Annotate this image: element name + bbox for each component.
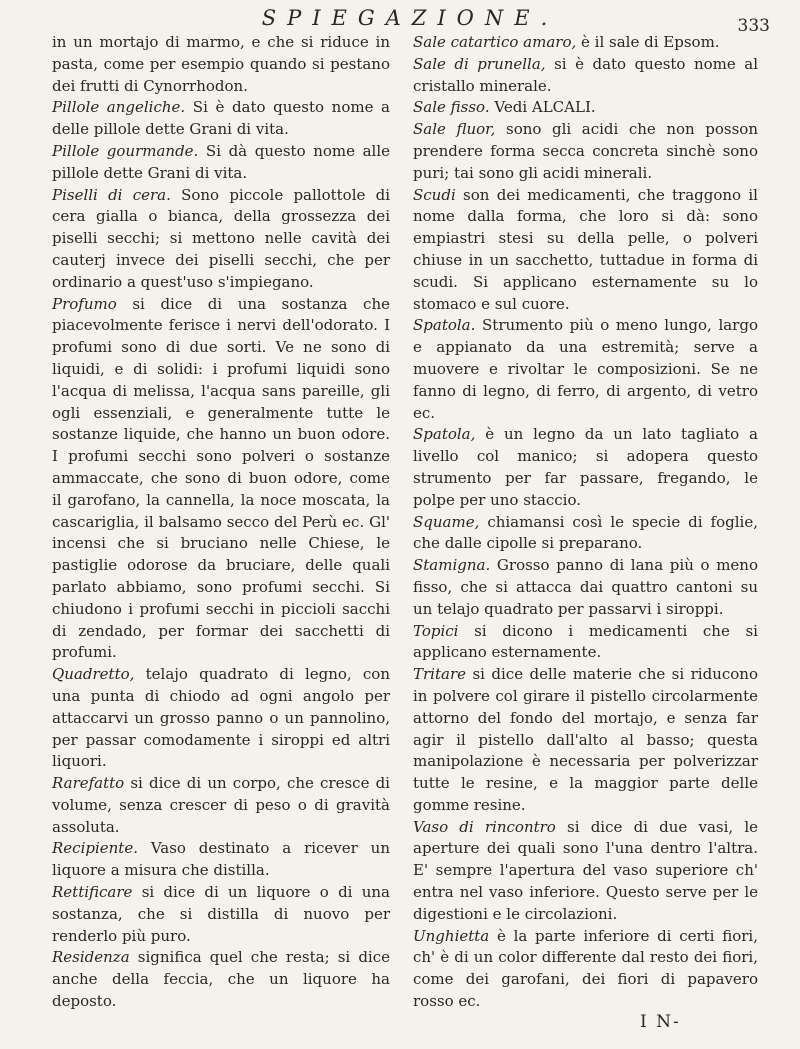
entry-term: Pillole angeliche.: [52, 98, 186, 117]
right-column: [413, 32, 758, 1013]
entry-definition: è la parte inferiore di certi fiori, ch' è di un color differente dal resto dei fiori, come dei garofani, dei fiori di papavero rosso ec.: [413, 926, 758, 1011]
entry-term: Piselli di cera.: [52, 185, 171, 204]
entry-term: Unghietta: [413, 926, 490, 945]
dictionary-entry: [413, 97, 758, 119]
entry-definition: significa quel che resta; si dice anche della feccia, che un liquore ha deposto.: [52, 948, 390, 1011]
entry-definition: è il sale di Epsom.: [581, 33, 720, 51]
dictionary-entry: [52, 294, 390, 665]
dictionary-entry: [52, 882, 390, 947]
dictionary-entry: [413, 512, 758, 556]
entry-definition: si dice di un liquore o di una sostanza, che si distilla di nuovo per renderlo più puro.: [52, 883, 390, 945]
entry-term: Sale di prunella,: [413, 54, 546, 73]
entry-definition: Strumento più o meno lungo, largo e appianato da una estremità; serve a muovere e rivoltar le composizioni. Se ne fanno di legno, di ferro, di argento, di vetro ec.: [413, 316, 758, 422]
dictionary-entry: [413, 664, 758, 817]
entry-term: Pillole gourmande.: [52, 141, 199, 160]
dictionary-entry: [52, 185, 390, 294]
entry-definition: si dice di un corpo, che cresce di volume, senza crescer di peso o di gravità assoluta.: [52, 774, 390, 836]
entry-term: Recipiente.: [52, 839, 138, 858]
signature-mark: I N-: [640, 1012, 681, 1032]
running-title: SPIEGAZIONE.: [261, 6, 559, 30]
entry-definition: telajo quadrato di legno, con una punta di chiodo ad ogni angolo per attaccarvi un grosso panno o un pannolino, per passar comodamente i siroppi ed altri liquori.: [52, 665, 390, 771]
entry-definition: si dice di due vasi, le aperture dei quali sono l'una dentro l'altra. E' sempre l'apertura del vaso superiore ch' entra nel vaso inferiore. Questo serve per le digestioni e le circolazioni.: [413, 817, 758, 923]
entry-term: Spatola.: [413, 316, 476, 335]
entry-definition: Si dà questo nome alle pillole dette Grani di vita.: [52, 141, 390, 182]
entry-term: Squame,: [413, 512, 480, 531]
dictionary-entry: [52, 838, 390, 882]
entry-definition: son dei medicamenti, che traggono il nome dalla forma, che loro si dà: sono empiastri stesi su della pelle, o polveri chiuse in un sacchetto, tuttadue in forma di scudi. Si applicano esternamente su lo stomaco e sul cuore.: [413, 185, 758, 313]
dictionary-entry: [413, 119, 758, 184]
dictionary-entry: [52, 664, 390, 773]
entry-definition: Grosso panno di lana più o meno fisso, che si attacca dai quattro cantoni su un telajo quadrato per passarvi i siroppi.: [413, 556, 758, 618]
entry-term: Profumo: [52, 294, 117, 313]
entry-definition: in un mortajo di marmo, e che si riduce in pasta, come per esempio quando si pestano dei frutti di Cynorrhodon.: [52, 33, 390, 95]
dictionary-entry: [413, 32, 758, 54]
dictionary-entry: [413, 555, 758, 620]
dictionary-entry: [413, 926, 758, 1013]
dictionary-entry: [413, 621, 758, 665]
dictionary-entry: [413, 185, 758, 316]
entry-term: Topici: [413, 621, 459, 640]
dictionary-entry: [413, 817, 758, 926]
entry-term: Rarefatto: [52, 774, 125, 793]
entry-definition: chiamansi così le specie di foglie, che dalle cipolle si preparano.: [413, 512, 758, 553]
entry-term: Sale fluor,: [413, 120, 496, 139]
dictionary-entry: [52, 32, 390, 97]
entry-term: Scudi: [413, 185, 456, 204]
entry-definition: è un legno da un lato tagliato a livello col manico; si adopera questo strumento per far passare, fregando, le polpe per uno staccio.: [413, 425, 758, 509]
entry-definition: Sono piccole pallottole di cera gialla o bianca, della grossezza dei piselli secchi; si mettono nelle cavità dei cauterj invece dei piselli secchi, che per ordinario a quest'uso s'impiegano.: [52, 185, 390, 291]
entry-term: Rettificare: [52, 883, 133, 902]
dictionary-entry: [52, 773, 390, 838]
entry-definition: sono gli acidi che non posson prendere forma secca concreta sinchè sono puri; tai sono gli acidi minerali.: [413, 120, 758, 182]
dictionary-entry: [413, 424, 758, 511]
dictionary-entry: [413, 54, 758, 98]
page-number: 333: [737, 16, 770, 36]
left-column: [52, 32, 390, 1013]
entry-term: Stamigna.: [413, 556, 491, 575]
entry-definition: si dicono i medicamenti che si applicano esternamente.: [413, 621, 758, 662]
entry-term: Vaso di rincontro: [413, 817, 556, 836]
entry-definition: si dice delle materie che si riducono in polvere col girare il pistello circolarmente attorno del fondo del mortajo, e senza far agir il pistello dall'alto al basso; questa manipolazione è necessaria per polverizzar tutte le resine, e la maggior parte delle gomme resine.: [413, 665, 758, 814]
dictionary-entry: [52, 141, 390, 185]
entry-term: Residenza: [52, 948, 130, 967]
dictionary-entry: [52, 947, 390, 1012]
entry-term: Sale catartico amaro,: [413, 33, 577, 51]
dictionary-entry: [413, 315, 758, 424]
entry-definition: Vedi ALCALI.: [494, 98, 596, 117]
entry-definition: Si è dato questo nome a delle pillole dette Grani di vita.: [52, 98, 390, 139]
dictionary-entry: [52, 97, 390, 141]
entry-term: Tritare: [413, 665, 466, 684]
entry-definition: si è dato questo nome al cristallo minerale.: [413, 54, 758, 95]
entry-definition: si dice di una sostanza che piacevolmente ferisce i nervi dell'odorato. I profumi sono di due sorti. Ve ne sono di liquidi, e di solidi: i profumi liquidi sono l'acqua di melissa, l'acqua sans pareille, gli ogli essenziali, e generalmente tutte le sostanze liquide, che hanno un buon odore. I profumi secchi sono polveri o sostanze ammaccate, che sono di buon odore, come il garofano, la cannella, la noce moscata, la cascariglia, il balsamo secco del Perù ec. Gl' incensi che si bruciano nelle Chiese, le pastiglie odorose da bruciare, delle quali parlato abbiamo, sono profumi secchi. Si chiudono i profumi secchi in piccioli sacchi di zendado, per formar dei sacchetti di profumi.: [52, 294, 390, 662]
entry-term: Sale fisso.: [413, 98, 490, 117]
entry-term: Quadretto,: [52, 665, 135, 684]
entry-definition: Vaso destinato a ricever un liquore a misura che distilla.: [52, 839, 390, 880]
entry-term: Spatola,: [413, 425, 476, 444]
